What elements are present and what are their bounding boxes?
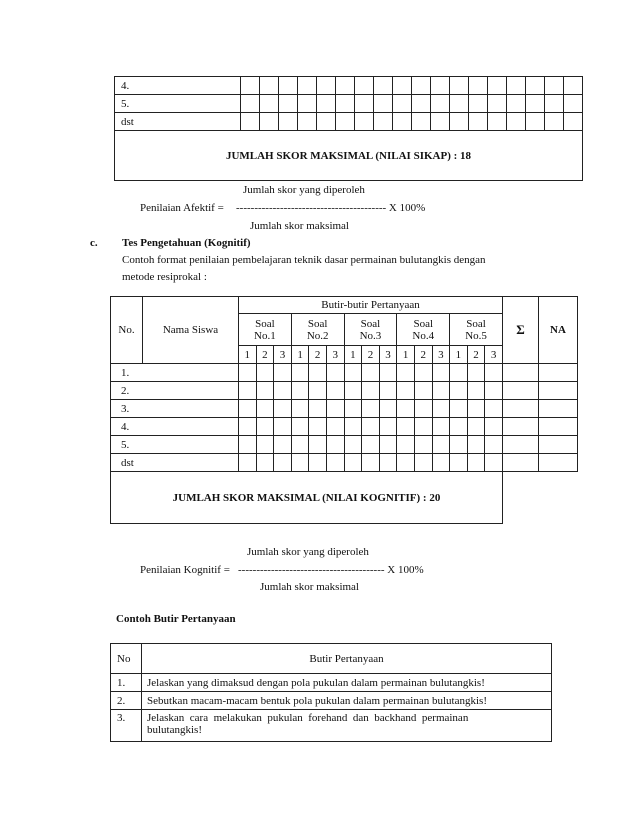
score-cell <box>274 454 292 472</box>
score-cell <box>309 454 327 472</box>
score-cell <box>545 95 564 113</box>
table-row <box>111 400 578 418</box>
sub-header: 3 <box>379 346 397 364</box>
score-cell <box>397 364 415 382</box>
header-soal <box>291 314 344 346</box>
score-cell <box>469 77 488 95</box>
row-number: 3. <box>111 400 239 418</box>
score-cell <box>414 418 432 436</box>
score-cell <box>344 454 362 472</box>
score-cell <box>431 77 450 95</box>
score-cell <box>260 77 279 95</box>
row-number: 4. <box>115 77 241 95</box>
score-cell <box>412 95 431 113</box>
score-cell <box>450 95 469 113</box>
score-cell <box>467 364 485 382</box>
score-cell <box>241 113 260 131</box>
score-cell <box>355 95 374 113</box>
score-cell <box>256 400 274 418</box>
row-number: 5. <box>115 95 241 113</box>
sub-header: 1 <box>291 346 309 364</box>
soal-label: Soal <box>466 317 486 330</box>
score-cell <box>526 113 545 131</box>
score-cell <box>526 95 545 113</box>
kognitif-denominator: Jumlah skor maksimal <box>260 581 359 593</box>
section-desc-2: metode resiprokal : <box>122 271 207 283</box>
score-cell <box>485 382 503 400</box>
score-cell <box>414 364 432 382</box>
score-cell <box>309 400 327 418</box>
sub-header: 3 <box>485 346 503 364</box>
score-cell <box>298 95 317 113</box>
soal-label: Soal <box>307 317 328 330</box>
score-cell <box>379 454 397 472</box>
score-cell <box>379 400 397 418</box>
score-cell <box>326 454 344 472</box>
score-cell <box>467 418 485 436</box>
soal-label: Soal <box>413 317 434 330</box>
score-cell <box>260 95 279 113</box>
afektif-denominator: Jumlah skor maksimal <box>250 220 349 232</box>
score-cell <box>374 113 393 131</box>
score-cell <box>317 77 336 95</box>
score-cell <box>397 454 415 472</box>
score-cell <box>309 436 327 454</box>
score-cell <box>256 454 274 472</box>
score-cell <box>467 454 485 472</box>
score-cell <box>362 382 380 400</box>
score-cell <box>485 400 503 418</box>
soal-number: No.3 <box>359 329 382 342</box>
score-cell <box>507 77 526 95</box>
score-cell <box>326 400 344 418</box>
header-na: NA <box>538 297 577 364</box>
sub-header: 1 <box>397 346 415 364</box>
score-cell <box>488 95 507 113</box>
score-cell <box>538 454 577 472</box>
item-text-line1: Jelaskan cara melakukan pukulan forehand dan backhand permainan <box>147 712 469 724</box>
score-cell <box>344 418 362 436</box>
score-cell <box>239 418 257 436</box>
table-row <box>115 95 583 113</box>
score-cell <box>326 364 344 382</box>
score-cell <box>317 95 336 113</box>
header-soal <box>450 314 503 346</box>
score-cell <box>414 382 432 400</box>
kognitif-line: ---------------------------------------- X 100% <box>238 564 424 576</box>
score-cell <box>279 113 298 131</box>
score-cell <box>450 454 468 472</box>
score-cell <box>431 113 450 131</box>
score-cell <box>256 418 274 436</box>
table-row <box>111 436 578 454</box>
total-row: JUMLAH SKOR MAKSIMAL (NILAI SIKAP) : 18 <box>115 131 583 181</box>
kognitif-table <box>110 296 578 524</box>
soal-number: No.2 <box>306 329 329 342</box>
score-cell <box>239 454 257 472</box>
afektif-line: ----------------------------------------- X 100% <box>236 202 426 214</box>
score-cell <box>393 77 412 95</box>
table-row <box>111 454 578 472</box>
contoh-header-no: No <box>111 644 142 674</box>
score-cell <box>326 436 344 454</box>
score-cell <box>344 400 362 418</box>
sikap-table <box>114 76 583 181</box>
score-cell <box>545 113 564 131</box>
score-cell <box>526 77 545 95</box>
item-no: 2. <box>111 692 142 710</box>
score-cell <box>450 418 468 436</box>
score-cell <box>279 95 298 113</box>
score-cell <box>431 95 450 113</box>
score-cell <box>291 364 309 382</box>
item-text: Sebutkan macam-macam bentuk pola pukulan dalam permainan bulutangkis! <box>142 692 552 710</box>
score-cell <box>298 77 317 95</box>
score-cell <box>298 113 317 131</box>
score-cell <box>393 113 412 131</box>
score-cell <box>326 418 344 436</box>
score-cell <box>336 113 355 131</box>
row-number: 2. <box>111 382 239 400</box>
score-cell <box>564 95 583 113</box>
score-cell <box>414 436 432 454</box>
score-cell <box>467 400 485 418</box>
score-cell <box>538 436 577 454</box>
sub-header: 1 <box>239 346 257 364</box>
score-cell <box>469 95 488 113</box>
score-cell <box>469 113 488 131</box>
score-cell <box>485 418 503 436</box>
score-cell <box>450 364 468 382</box>
header-nama: Nama Siswa <box>143 297 239 364</box>
score-cell <box>502 454 538 472</box>
score-cell <box>412 77 431 95</box>
score-cell <box>379 436 397 454</box>
score-cell <box>256 436 274 454</box>
sub-header: 1 <box>344 346 362 364</box>
soal-number: No.4 <box>412 329 435 342</box>
score-cell <box>397 382 415 400</box>
sub-header: 1 <box>450 346 468 364</box>
score-cell <box>545 77 564 95</box>
item-text-line2: bulutangkis! <box>147 724 202 736</box>
score-cell <box>326 382 344 400</box>
total-row: JUMLAH SKOR MAKSIMAL (NILAI KOGNITIF) : 20 <box>111 472 503 524</box>
score-cell <box>467 436 485 454</box>
score-cell <box>432 418 450 436</box>
score-cell <box>291 418 309 436</box>
score-cell <box>256 382 274 400</box>
score-cell <box>488 77 507 95</box>
score-cell <box>309 382 327 400</box>
afektif-label: Penilaian Afektif = <box>140 202 224 214</box>
header-sigma: Σ <box>502 297 538 364</box>
score-cell <box>502 382 538 400</box>
score-cell <box>336 77 355 95</box>
soal-label: Soal <box>255 317 275 330</box>
score-cell <box>309 418 327 436</box>
score-cell <box>239 436 257 454</box>
score-cell <box>344 364 362 382</box>
header-butir: Butir-butir Pertanyaan <box>239 297 503 314</box>
score-cell <box>564 77 583 95</box>
sub-header: 2 <box>362 346 380 364</box>
section-desc-1: Contoh format penilaian pembelajaran teknik dasar permainan bulutangkis dengan <box>122 254 486 266</box>
score-cell <box>450 382 468 400</box>
score-cell <box>432 382 450 400</box>
score-cell <box>538 364 577 382</box>
score-cell <box>379 418 397 436</box>
score-cell <box>239 364 257 382</box>
score-cell <box>379 364 397 382</box>
score-cell <box>564 113 583 131</box>
score-cell <box>485 436 503 454</box>
item-text: Jelaskan yang dimaksud dengan pola pukulan dalam permainan bulutangkis! <box>142 674 552 692</box>
score-cell <box>291 454 309 472</box>
table-row <box>111 364 578 382</box>
score-cell <box>260 113 279 131</box>
score-cell <box>397 436 415 454</box>
sub-header: 2 <box>256 346 274 364</box>
score-cell <box>256 364 274 382</box>
soal-number: No.1 <box>254 329 276 342</box>
row-number: dst <box>115 113 241 131</box>
score-cell <box>291 400 309 418</box>
score-cell <box>485 454 503 472</box>
score-cell <box>362 418 380 436</box>
score-cell <box>239 400 257 418</box>
section-letter: c. <box>90 237 98 249</box>
score-cell <box>274 418 292 436</box>
sub-header: 3 <box>326 346 344 364</box>
item-no: 3. <box>111 710 142 742</box>
sub-header: 3 <box>432 346 450 364</box>
score-cell <box>362 436 380 454</box>
score-cell <box>538 400 577 418</box>
item-no: 1. <box>111 674 142 692</box>
score-cell <box>374 95 393 113</box>
score-cell <box>344 436 362 454</box>
score-cell <box>274 382 292 400</box>
contoh-title: Contoh Butir Pertanyaan <box>116 613 236 625</box>
score-cell <box>274 400 292 418</box>
score-cell <box>432 436 450 454</box>
score-cell <box>432 400 450 418</box>
score-cell <box>467 382 485 400</box>
contoh-header-butir: Butir Pertanyaan <box>142 644 552 674</box>
section-title: Tes Pengetahuan (Kognitif) <box>122 237 251 249</box>
row-number: dst <box>111 454 239 472</box>
header-soal <box>239 314 292 346</box>
sub-header: 2 <box>467 346 485 364</box>
score-cell <box>432 454 450 472</box>
score-cell <box>291 436 309 454</box>
score-cell <box>279 77 298 95</box>
score-cell <box>502 364 538 382</box>
kognitif-numerator: Jumlah skor yang diperoleh <box>247 546 369 558</box>
score-cell <box>362 454 380 472</box>
score-cell <box>502 418 538 436</box>
score-cell <box>502 436 538 454</box>
sub-header: 2 <box>414 346 432 364</box>
table-row <box>115 77 583 95</box>
score-cell <box>374 77 393 95</box>
score-cell <box>362 400 380 418</box>
score-cell <box>450 113 469 131</box>
header-soal <box>397 314 450 346</box>
score-cell <box>379 382 397 400</box>
row-number: 1. <box>111 364 239 382</box>
score-cell <box>393 95 412 113</box>
score-cell <box>450 77 469 95</box>
score-cell <box>507 95 526 113</box>
score-cell <box>336 95 355 113</box>
score-cell <box>239 382 257 400</box>
score-cell <box>397 418 415 436</box>
score-cell <box>317 113 336 131</box>
table-row <box>111 418 578 436</box>
score-cell <box>414 400 432 418</box>
score-cell <box>412 113 431 131</box>
score-cell <box>450 400 468 418</box>
sub-header: 2 <box>309 346 327 364</box>
score-cell <box>414 454 432 472</box>
score-cell <box>485 364 503 382</box>
row-number: 5. <box>111 436 239 454</box>
afektif-numerator: Jumlah skor yang diperoleh <box>243 184 365 196</box>
score-cell <box>344 382 362 400</box>
row-number: 4. <box>111 418 239 436</box>
score-cell <box>309 364 327 382</box>
soal-label: Soal <box>360 317 381 330</box>
sub-header: 3 <box>274 346 292 364</box>
score-cell <box>291 382 309 400</box>
score-cell <box>241 77 260 95</box>
score-cell <box>450 436 468 454</box>
score-cell <box>432 364 450 382</box>
contoh-table <box>110 643 552 742</box>
score-cell <box>538 382 577 400</box>
score-cell <box>488 113 507 131</box>
table-row <box>115 113 583 131</box>
table-row <box>111 382 578 400</box>
score-cell <box>274 436 292 454</box>
soal-number: No.5 <box>465 329 487 342</box>
score-cell <box>362 364 380 382</box>
score-cell <box>355 113 374 131</box>
header-no: No. <box>111 297 143 364</box>
score-cell <box>397 400 415 418</box>
score-cell <box>538 418 577 436</box>
score-cell <box>507 113 526 131</box>
score-cell <box>355 77 374 95</box>
kognitif-label: Penilaian Kognitif = <box>140 564 230 576</box>
score-cell <box>502 400 538 418</box>
header-soal <box>344 314 397 346</box>
score-cell <box>274 364 292 382</box>
score-cell <box>241 95 260 113</box>
